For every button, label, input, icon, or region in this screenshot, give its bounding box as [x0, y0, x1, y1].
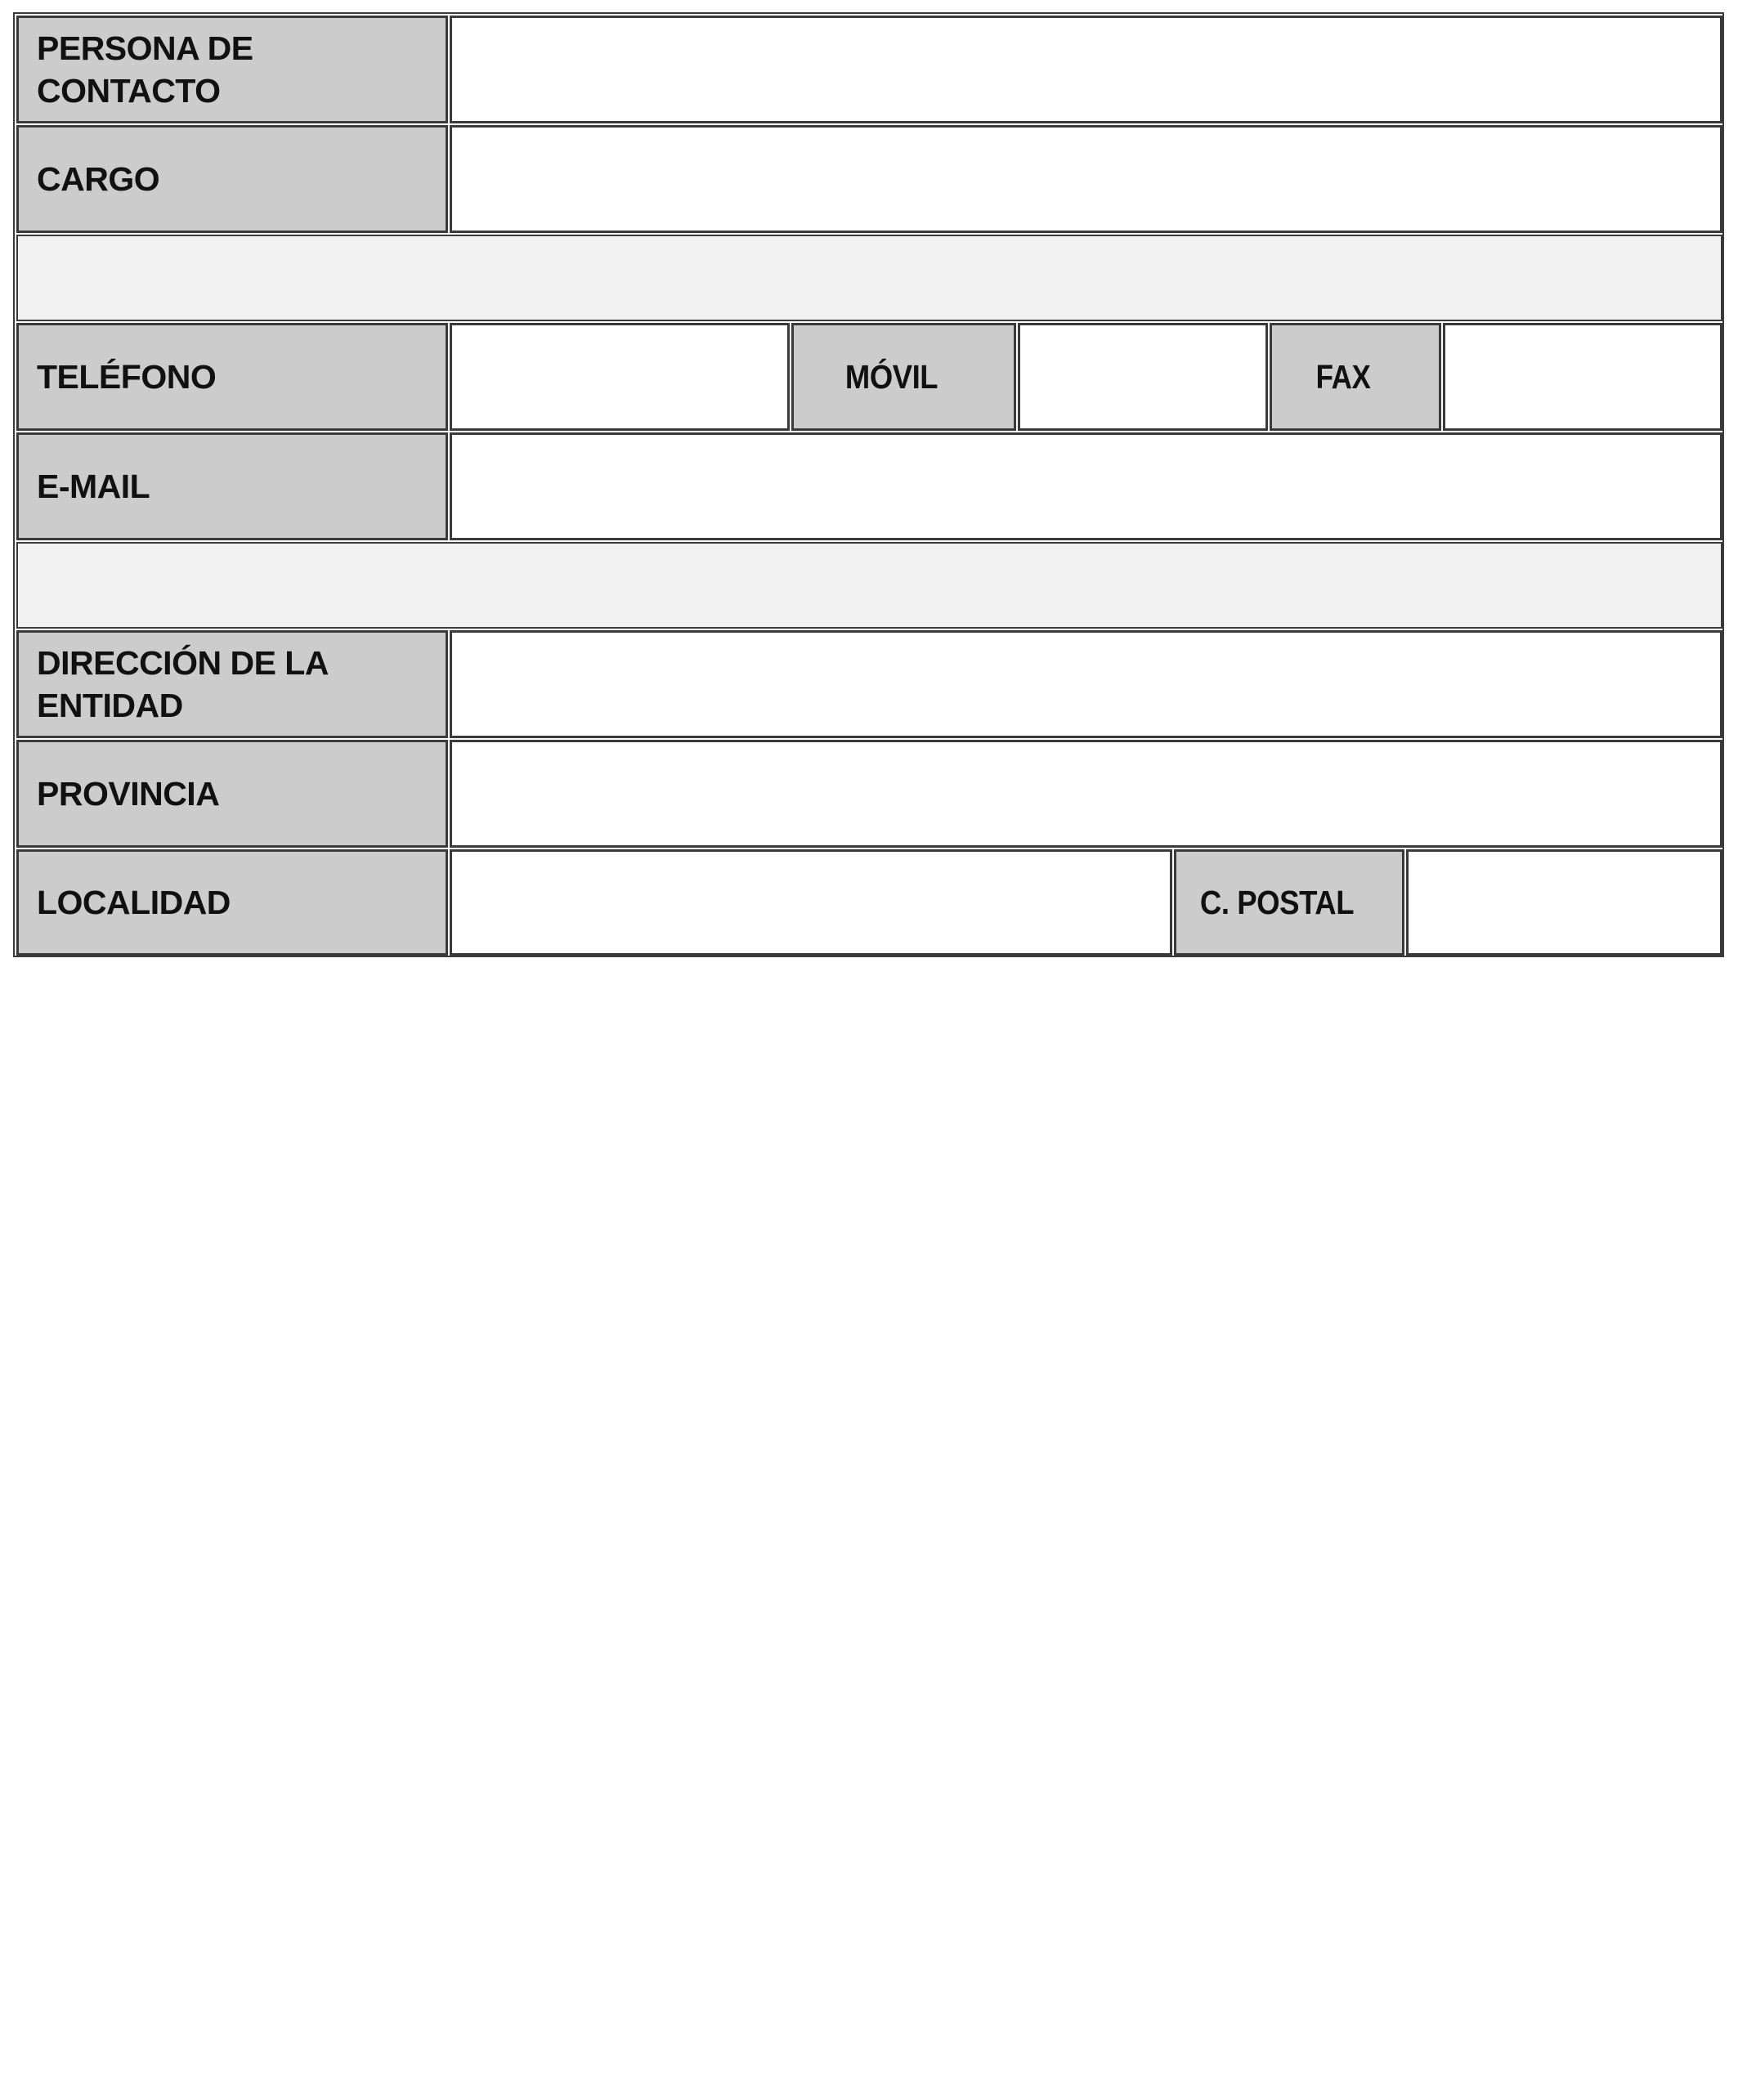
contact-form-table: [13, 12, 1724, 957]
postal-code-label: C. POSTAL: [1199, 884, 1355, 921]
email-label: E-MAIL: [37, 468, 150, 505]
phone-field[interactable]: [450, 323, 790, 431]
province-label-cell: [16, 740, 448, 848]
postal-code-value: [1410, 853, 1718, 951]
postal-code-field[interactable]: [1406, 849, 1722, 956]
fax-label-cell: [1270, 323, 1441, 431]
postal-code-label-cell: [1174, 849, 1404, 956]
address-field[interactable]: [450, 630, 1722, 738]
locality-value: [454, 853, 1168, 951]
province-field[interactable]: [450, 740, 1722, 848]
email-value: [454, 437, 1718, 536]
locality-label: LOCALIDAD: [37, 884, 231, 921]
mobile-label-cell: [791, 323, 1016, 431]
section-spacer: [16, 542, 1722, 629]
position-value: [454, 129, 1718, 229]
province-label: PROVINCIA: [37, 775, 220, 813]
fax-value: [1447, 327, 1718, 427]
email-field[interactable]: [450, 432, 1722, 540]
province-value: [454, 744, 1718, 844]
mobile-value: [1022, 327, 1264, 427]
contact-person-value: [454, 20, 1718, 119]
address-value: [454, 634, 1718, 734]
locality-label-cell: [16, 849, 448, 956]
email-label-cell: [16, 432, 448, 540]
mobile-label: MÓVIL: [844, 358, 938, 396]
mobile-field[interactable]: [1018, 323, 1268, 431]
address-label: DIRECCIÓN DE LA ENTIDAD: [37, 644, 328, 724]
phone-label-cell: [16, 323, 448, 431]
locality-field[interactable]: [450, 849, 1172, 956]
fax-label: FAX: [1315, 358, 1371, 396]
position-label: CARGO: [37, 160, 160, 198]
address-label-cell: [16, 630, 448, 738]
position-field[interactable]: [450, 125, 1722, 233]
fax-field[interactable]: [1443, 323, 1722, 431]
phone-label: TELÉFONO: [37, 358, 217, 396]
contact-person-field[interactable]: [450, 16, 1722, 123]
section-spacer: [16, 235, 1722, 321]
position-label-cell: [16, 125, 448, 233]
contact-person-label: PERSONA DE CONTACTO: [37, 29, 253, 110]
contact-person-label-cell: [16, 16, 448, 123]
phone-value: [454, 327, 786, 427]
